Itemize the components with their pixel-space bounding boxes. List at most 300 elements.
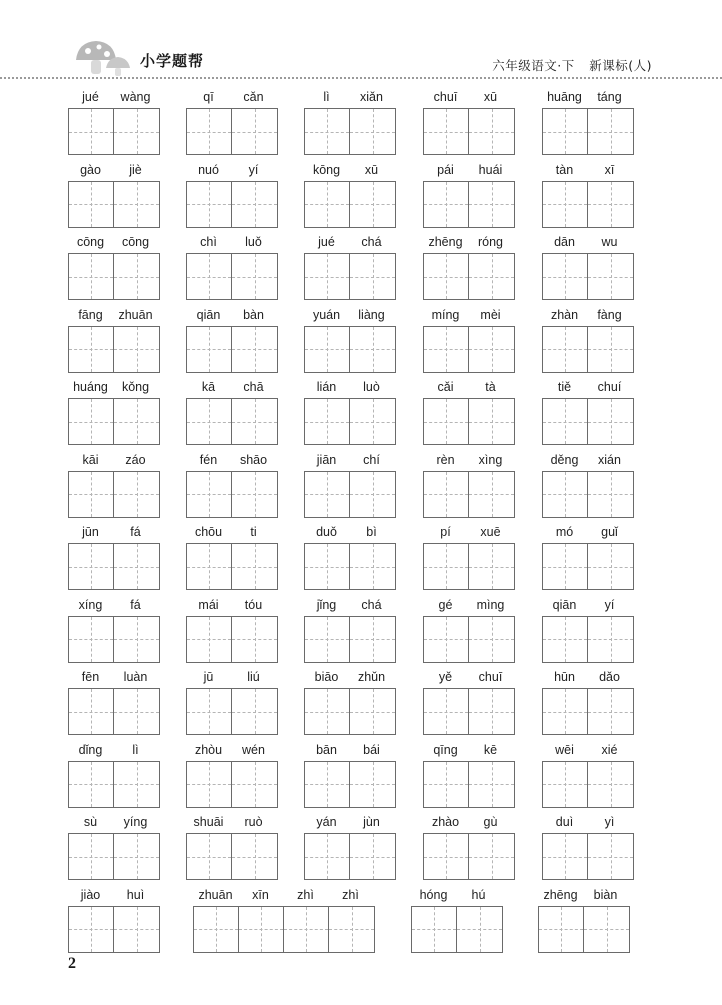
word-item	[423, 668, 515, 735]
pinyin-label: xié	[601, 742, 618, 757]
writing-box[interactable]	[588, 689, 633, 734]
writing-box[interactable]	[469, 254, 514, 299]
writing-box[interactable]	[187, 762, 232, 807]
pinyin-label: hóng	[419, 887, 448, 902]
word-item	[186, 668, 278, 735]
writing-box[interactable]	[69, 907, 114, 952]
writing-box[interactable]	[424, 182, 469, 227]
character-boxes	[304, 253, 396, 300]
pinyin-label: chá	[361, 597, 382, 612]
writing-box[interactable]	[350, 689, 395, 734]
word-item	[186, 306, 278, 373]
word-item	[542, 668, 634, 735]
writing-box[interactable]	[114, 617, 159, 662]
character-boxes	[542, 833, 634, 880]
pinyin-label: lián	[316, 380, 337, 394]
writing-box[interactable]	[424, 834, 469, 879]
writing-box[interactable]	[69, 182, 114, 227]
word-item	[411, 886, 503, 953]
word-item	[542, 233, 634, 300]
pinyin-row	[304, 233, 396, 251]
pinyin-row	[423, 378, 515, 396]
pinyin-label: luàn	[123, 670, 148, 684]
pinyin-row	[423, 161, 515, 179]
pinyin-label: róng	[477, 235, 504, 249]
pinyin-label: wu	[601, 235, 618, 249]
character-boxes	[423, 398, 515, 445]
character-boxes	[423, 616, 515, 663]
writing-box[interactable]	[350, 834, 395, 879]
writing-box[interactable]	[69, 327, 114, 372]
pinyin-label: lì	[132, 742, 139, 757]
character-boxes	[186, 688, 278, 735]
writing-box[interactable]	[350, 254, 395, 299]
word-item	[186, 233, 278, 300]
pinyin-row	[538, 886, 630, 904]
writing-box[interactable]	[232, 327, 277, 372]
writing-box[interactable]	[469, 472, 514, 517]
writing-box[interactable]	[114, 109, 159, 154]
word-item	[186, 88, 278, 155]
pinyin-label: guǐ	[601, 525, 618, 539]
character-boxes	[186, 833, 278, 880]
writing-box[interactable]	[588, 544, 633, 589]
writing-box[interactable]	[457, 907, 502, 952]
word-item	[423, 88, 515, 155]
writing-box[interactable]	[469, 762, 514, 807]
pinyin-row	[68, 451, 160, 469]
writing-box[interactable]	[69, 109, 114, 154]
character-boxes	[186, 761, 278, 808]
word-item	[423, 451, 515, 518]
writing-box[interactable]	[232, 182, 277, 227]
writing-box[interactable]	[305, 182, 350, 227]
pinyin-row	[542, 741, 634, 759]
writing-box[interactable]	[305, 762, 350, 807]
writing-box[interactable]	[350, 399, 395, 444]
writing-box[interactable]	[588, 327, 633, 372]
character-boxes	[304, 471, 396, 518]
pinyin-label: xīn	[252, 887, 269, 902]
pinyin-label: jǐng	[316, 597, 337, 612]
pinyin-label: zhǔn	[357, 670, 386, 684]
pinyin-label: dǎo	[599, 670, 620, 684]
word-item	[304, 161, 396, 228]
pinyin-label: huái	[478, 162, 503, 177]
pinyin-label: luò	[363, 380, 380, 394]
pinyin-label: zhuān	[198, 887, 233, 902]
pinyin-row	[411, 886, 503, 904]
writing-box[interactable]	[232, 617, 277, 662]
pinyin-label: yíng	[123, 815, 148, 829]
pinyin-row	[304, 668, 396, 686]
writing-box[interactable]	[424, 399, 469, 444]
writing-box[interactable]	[114, 544, 159, 589]
writing-box[interactable]	[543, 182, 588, 227]
writing-box[interactable]	[350, 617, 395, 662]
writing-box[interactable]	[424, 472, 469, 517]
writing-box[interactable]	[305, 689, 350, 734]
writing-box[interactable]	[543, 689, 588, 734]
pinyin-row	[423, 813, 515, 831]
character-boxes	[423, 108, 515, 155]
pinyin-label: qiān	[196, 307, 221, 322]
writing-box[interactable]	[588, 834, 633, 879]
character-boxes	[542, 471, 634, 518]
writing-box[interactable]	[114, 254, 159, 299]
pinyin-label: wén	[242, 742, 265, 757]
character-boxes	[542, 543, 634, 590]
pinyin-label: kā	[201, 380, 216, 394]
writing-box[interactable]	[543, 399, 588, 444]
word-item	[68, 378, 160, 445]
pinyin-row	[68, 306, 160, 324]
pinyin-label: lì	[323, 90, 330, 104]
pinyin-label: chì	[200, 235, 217, 249]
pinyin-row	[542, 668, 634, 686]
pinyin-label: fá	[130, 597, 141, 612]
pinyin-label: mó	[555, 525, 574, 539]
pinyin-label: jué	[318, 235, 335, 249]
writing-box[interactable]	[232, 109, 277, 154]
writing-box[interactable]	[187, 472, 232, 517]
pinyin-label: xiǎn	[360, 90, 383, 104]
pinyin-row	[186, 813, 278, 831]
edition-label: 新课标(人)	[589, 58, 652, 73]
writing-box[interactable]	[114, 689, 159, 734]
pinyin-label: yuán	[312, 307, 341, 322]
character-boxes	[68, 253, 160, 300]
pinyin-label: hú	[471, 887, 486, 902]
pinyin-label: yí	[604, 597, 615, 612]
book-title: 六年级语文·下	[492, 58, 575, 73]
character-boxes	[68, 398, 160, 445]
character-boxes	[542, 326, 634, 373]
word-item	[68, 813, 160, 880]
writing-box[interactable]	[424, 689, 469, 734]
page-number: 2	[68, 955, 76, 972]
pinyin-label: fén	[199, 452, 218, 467]
pinyin-label: táng	[597, 90, 622, 104]
writing-box[interactable]	[232, 399, 277, 444]
character-boxes	[68, 616, 160, 663]
pinyin-label: ruò	[244, 815, 263, 829]
writing-box[interactable]	[543, 762, 588, 807]
character-boxes	[68, 543, 160, 590]
character-boxes	[423, 688, 515, 735]
word-item	[68, 306, 160, 373]
character-boxes	[423, 761, 515, 808]
pinyin-label: kē	[483, 742, 498, 757]
pinyin-row	[542, 161, 634, 179]
pinyin-label: gào	[80, 162, 101, 177]
word-item	[542, 596, 634, 663]
writing-box[interactable]	[114, 182, 159, 227]
character-boxes	[68, 833, 160, 880]
writing-box[interactable]	[69, 544, 114, 589]
writing-box[interactable]	[187, 834, 232, 879]
writing-box[interactable]	[543, 254, 588, 299]
writing-box[interactable]	[305, 834, 350, 879]
word-item	[542, 161, 634, 228]
writing-box[interactable]	[469, 689, 514, 734]
writing-box[interactable]	[305, 544, 350, 589]
writing-box[interactable]	[305, 617, 350, 662]
character-boxes	[304, 398, 396, 445]
writing-box[interactable]	[350, 109, 395, 154]
pinyin-label: chuī	[433, 90, 458, 104]
writing-box[interactable]	[350, 762, 395, 807]
pinyin-label: huáng	[73, 380, 108, 394]
pinyin-label: chuí	[597, 380, 622, 394]
pinyin-label: liú	[247, 670, 260, 684]
pinyin-row	[423, 741, 515, 759]
writing-box[interactable]	[69, 617, 114, 662]
pinyin-label: xián	[598, 452, 621, 467]
pinyin-label: xìng	[478, 452, 503, 467]
character-boxes	[186, 253, 278, 300]
writing-box[interactable]	[424, 327, 469, 372]
writing-box[interactable]	[543, 327, 588, 372]
word-item	[304, 88, 396, 155]
character-boxes	[68, 108, 160, 155]
pinyin-row	[186, 523, 278, 541]
writing-box[interactable]	[424, 617, 469, 662]
word-item	[304, 668, 396, 735]
pinyin-label: tóu	[244, 597, 263, 612]
writing-box[interactable]	[469, 327, 514, 372]
writing-box[interactable]	[69, 254, 114, 299]
writing-box[interactable]	[543, 544, 588, 589]
writing-box[interactable]	[469, 109, 514, 154]
writing-box[interactable]	[412, 907, 457, 952]
pinyin-row	[186, 451, 278, 469]
pinyin-label: jū	[203, 670, 214, 684]
word-item	[304, 378, 396, 445]
writing-box[interactable]	[114, 907, 159, 952]
character-boxes	[542, 398, 634, 445]
writing-box[interactable]	[543, 109, 588, 154]
writing-box[interactable]	[69, 834, 114, 879]
pinyin-row	[68, 88, 160, 106]
pinyin-row	[68, 886, 160, 904]
pinyin-label: kōng	[312, 162, 341, 177]
pinyin-label: bàn	[243, 307, 264, 322]
writing-box[interactable]	[187, 617, 232, 662]
pinyin-label: huì	[126, 887, 145, 902]
writing-box[interactable]	[588, 254, 633, 299]
writing-box[interactable]	[350, 544, 395, 589]
pinyin-label: bái	[363, 742, 380, 757]
writing-box[interactable]	[239, 907, 284, 952]
pinyin-label: fàng	[597, 307, 622, 322]
word-item	[304, 451, 396, 518]
pinyin-label: xū	[364, 162, 379, 177]
writing-box[interactable]	[539, 907, 584, 952]
writing-box[interactable]	[350, 327, 395, 372]
writing-box[interactable]	[187, 182, 232, 227]
pinyin-label: jūn	[82, 525, 99, 539]
pinyin-label: biàn	[593, 887, 618, 902]
writing-box[interactable]	[350, 472, 395, 517]
pinyin-row	[68, 741, 160, 759]
writing-box[interactable]	[469, 544, 514, 589]
writing-box[interactable]	[329, 907, 374, 952]
pinyin-label: dān	[554, 235, 575, 249]
writing-box[interactable]	[187, 689, 232, 734]
writing-box[interactable]	[588, 762, 633, 807]
writing-box[interactable]	[114, 399, 159, 444]
pinyin-label: mèi	[480, 307, 501, 322]
writing-box[interactable]	[469, 834, 514, 879]
pinyin-label: zhēng	[543, 887, 578, 902]
pinyin-row	[68, 668, 160, 686]
writing-box[interactable]	[424, 762, 469, 807]
writing-box[interactable]	[469, 399, 514, 444]
writing-box[interactable]	[424, 544, 469, 589]
writing-box[interactable]	[187, 399, 232, 444]
writing-box[interactable]	[69, 762, 114, 807]
writing-box[interactable]	[543, 617, 588, 662]
writing-box[interactable]	[584, 907, 629, 952]
pinyin-label: zhòu	[194, 742, 223, 757]
pinyin-row	[68, 523, 160, 541]
pinyin-row	[68, 813, 160, 831]
pinyin-row	[304, 596, 396, 614]
pinyin-label: hūn	[554, 670, 575, 684]
word-item	[304, 523, 396, 590]
pinyin-label: dǐng	[78, 742, 103, 757]
character-boxes	[423, 181, 515, 228]
pinyin-label: cǎn	[243, 90, 264, 104]
writing-box[interactable]	[232, 254, 277, 299]
writing-box[interactable]	[588, 617, 633, 662]
word-item	[193, 886, 375, 953]
character-boxes	[542, 108, 634, 155]
writing-box[interactable]	[232, 762, 277, 807]
pinyin-label: cōng	[121, 235, 150, 249]
word-item	[68, 741, 160, 808]
writing-box[interactable]	[114, 762, 159, 807]
pinyin-label: xī	[604, 162, 615, 177]
pinyin-label: zhì	[342, 887, 359, 902]
writing-box[interactable]	[232, 689, 277, 734]
pinyin-row	[68, 596, 160, 614]
writing-box[interactable]	[284, 907, 329, 952]
writing-box[interactable]	[69, 399, 114, 444]
word-item	[186, 523, 278, 590]
writing-box[interactable]	[232, 472, 277, 517]
pinyin-label: bān	[316, 742, 337, 757]
word-item	[68, 596, 160, 663]
writing-box[interactable]	[187, 327, 232, 372]
pinyin-label: pí	[440, 525, 451, 539]
character-boxes	[304, 761, 396, 808]
writing-box[interactable]	[305, 109, 350, 154]
pinyin-label: wēi	[555, 742, 574, 757]
character-boxes	[304, 543, 396, 590]
pinyin-row	[423, 523, 515, 541]
pinyin-label: zhēng	[428, 235, 463, 249]
writing-box[interactable]	[305, 327, 350, 372]
writing-box[interactable]	[588, 472, 633, 517]
character-boxes	[68, 471, 160, 518]
character-boxes	[542, 761, 634, 808]
writing-box[interactable]	[424, 109, 469, 154]
pinyin-label: gù	[483, 815, 498, 829]
word-item	[423, 596, 515, 663]
writing-box[interactable]	[114, 327, 159, 372]
writing-box[interactable]	[588, 109, 633, 154]
pinyin-label: chí	[363, 452, 380, 467]
pinyin-row	[423, 668, 515, 686]
writing-box[interactable]	[194, 907, 239, 952]
word-item	[68, 88, 160, 155]
word-item	[542, 451, 634, 518]
pinyin-row	[423, 596, 515, 614]
pinyin-row	[304, 451, 396, 469]
pinyin-row	[304, 88, 396, 106]
writing-box[interactable]	[114, 472, 159, 517]
writing-box[interactable]	[588, 182, 633, 227]
word-item	[304, 596, 396, 663]
word-item	[186, 161, 278, 228]
writing-box[interactable]	[187, 109, 232, 154]
writing-box[interactable]	[114, 834, 159, 879]
pinyin-label: jiè	[129, 162, 142, 177]
pinyin-row	[423, 451, 515, 469]
writing-box[interactable]	[305, 472, 350, 517]
word-item	[423, 306, 515, 373]
writing-box[interactable]	[543, 834, 588, 879]
writing-box[interactable]	[305, 399, 350, 444]
writing-box[interactable]	[469, 617, 514, 662]
pinyin-label: duì	[555, 815, 574, 829]
pinyin-label: kǒng	[121, 380, 150, 394]
pinyin-label: zhuān	[118, 307, 153, 322]
writing-box[interactable]	[424, 254, 469, 299]
writing-box[interactable]	[469, 182, 514, 227]
writing-box[interactable]	[543, 472, 588, 517]
writing-box[interactable]	[187, 544, 232, 589]
pinyin-row	[542, 88, 634, 106]
writing-box[interactable]	[232, 544, 277, 589]
character-boxes	[304, 688, 396, 735]
word-item	[542, 88, 634, 155]
character-boxes	[68, 181, 160, 228]
pinyin-row	[423, 88, 515, 106]
writing-box[interactable]	[69, 472, 114, 517]
pinyin-row	[542, 233, 634, 251]
word-item	[423, 378, 515, 445]
writing-box[interactable]	[187, 254, 232, 299]
character-boxes	[186, 543, 278, 590]
word-item	[423, 523, 515, 590]
writing-box[interactable]	[305, 254, 350, 299]
word-item	[423, 161, 515, 228]
word-item	[68, 233, 160, 300]
character-boxes	[186, 181, 278, 228]
writing-box[interactable]	[350, 182, 395, 227]
writing-box[interactable]	[232, 834, 277, 879]
pinyin-label: zhì	[297, 887, 314, 902]
pinyin-label: mái	[198, 597, 219, 612]
word-item	[542, 813, 634, 880]
writing-box[interactable]	[588, 399, 633, 444]
character-boxes	[304, 108, 396, 155]
pinyin-label: xuē	[480, 525, 501, 539]
writing-box[interactable]	[69, 689, 114, 734]
